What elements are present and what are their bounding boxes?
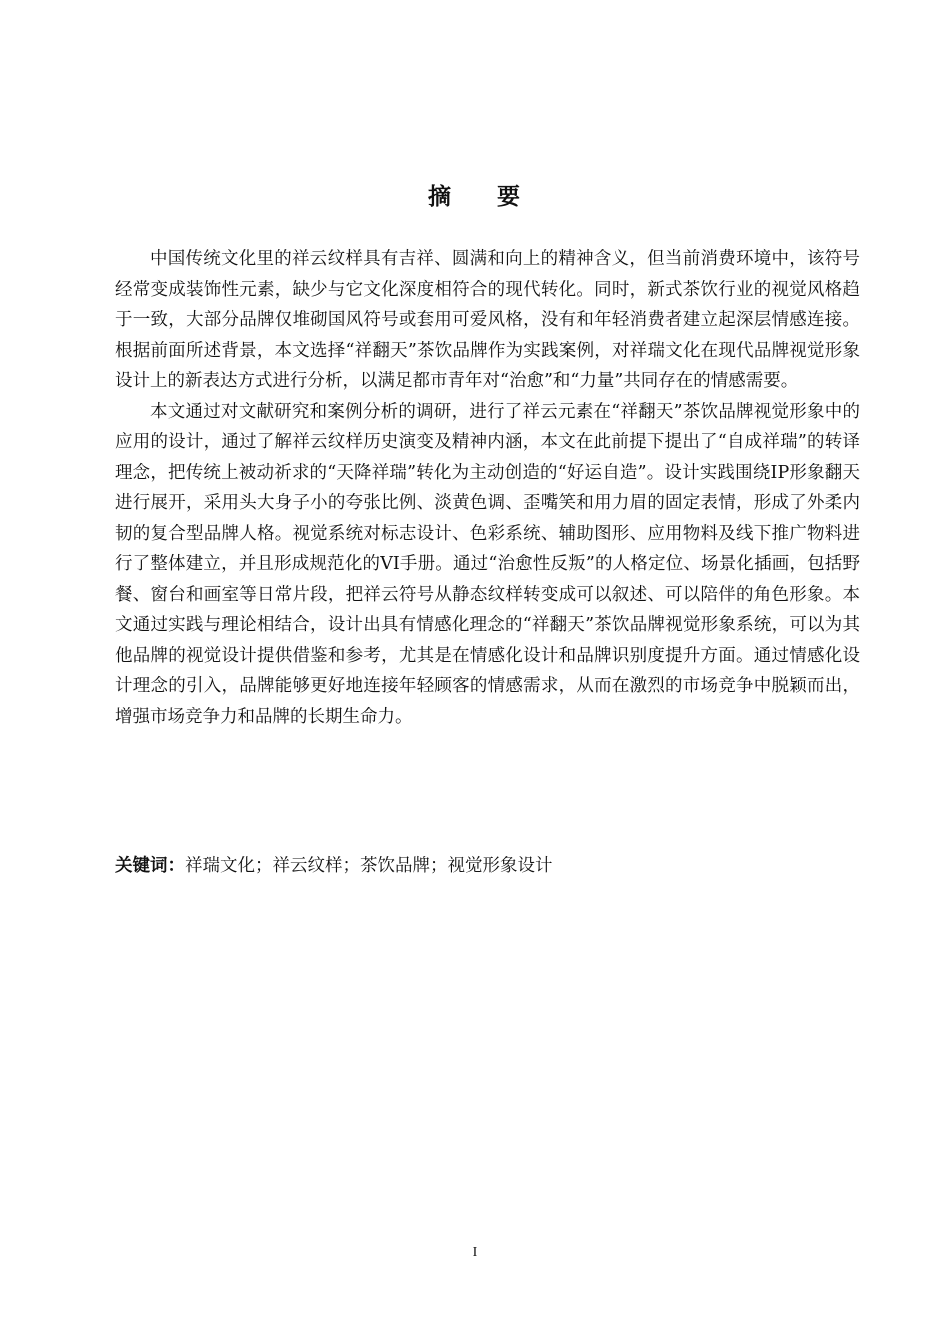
abstract-body [115,244,860,732]
abstract-title-part2: 要 [497,184,522,210]
abstract-paragraph-2: 本文通过对文献研究和案例分析的调研，进行了祥云元素在“祥翻天”茶饮品牌视觉形象中的应用的设计，通过了解祥云纹样历史演变及精神内涵，本文在此前提下提出了“自成祥瑞”的转译理念，把传统上被动祈求的“天降祥瑞”转化为主动创造的“好运自造”。设计实践围绕IP形象翻天进行展开，采用头大身子小的夸张比例、淡黄色调、歪嘴笑和用力眉的固定表情，形成了外柔内韧的复合型品牌人格。视觉系统对标志设计、色彩系统、辅助图形、应用物料及线下推广物料进行了整体建立，并且形成规范化的VI手册。通过“治愈性反叛”的人格定位、场景化插画，包括野餐、窗台和画室等日常片段，把祥云符号从静态纹样转变成可以叙述、可以陪伴的角色形象。本文通过实践与理论相结合，设计出具有情感化理念的“祥翻天”茶饮品牌视觉形象系统，可以为其他品牌的视觉设计提供借鉴和参考，尤其是在情感化设计和品牌识别度提升方面。通过情感化设计理念的引入，品牌能够更好地连接年轻顾客的情感需求，从而在激烈的市场竞争中脱颖而出，增强市场竞争力和品牌的长期生命力。 [115,401,860,727]
keywords-label: 关键词： [115,856,185,876]
page-number: I [472,1245,478,1260]
keywords-text: 祥瑞文化；祥云纹样；茶饮品牌；视觉形象设计 [185,856,553,876]
abstract-title-part1: 摘 [428,184,453,210]
abstract-paragraph-1: 中国传统文化里的祥云纹样具有吉祥、圆满和向上的精神含义，但当前消费环境中，该符号经常变成装饰性元素，缺少与它文化深度相符合的现代转化。同时，新式茶饮行业的视觉风格趋于一致，大部分品牌仅堆砌国风符号或套用可爱风格，没有和年轻消费者建立起深层情感连接。根据前面所述背景，本文选择“祥翻天”茶饮品牌作为实践案例，对祥瑞文化在现代品牌视觉形象设计上的新表达方式进行分析，以满足都市青年对“治愈”和“力量”共同存在的情感需要。 [115,249,860,391]
keywords-line [115,851,860,881]
abstract-title [0,178,950,211]
